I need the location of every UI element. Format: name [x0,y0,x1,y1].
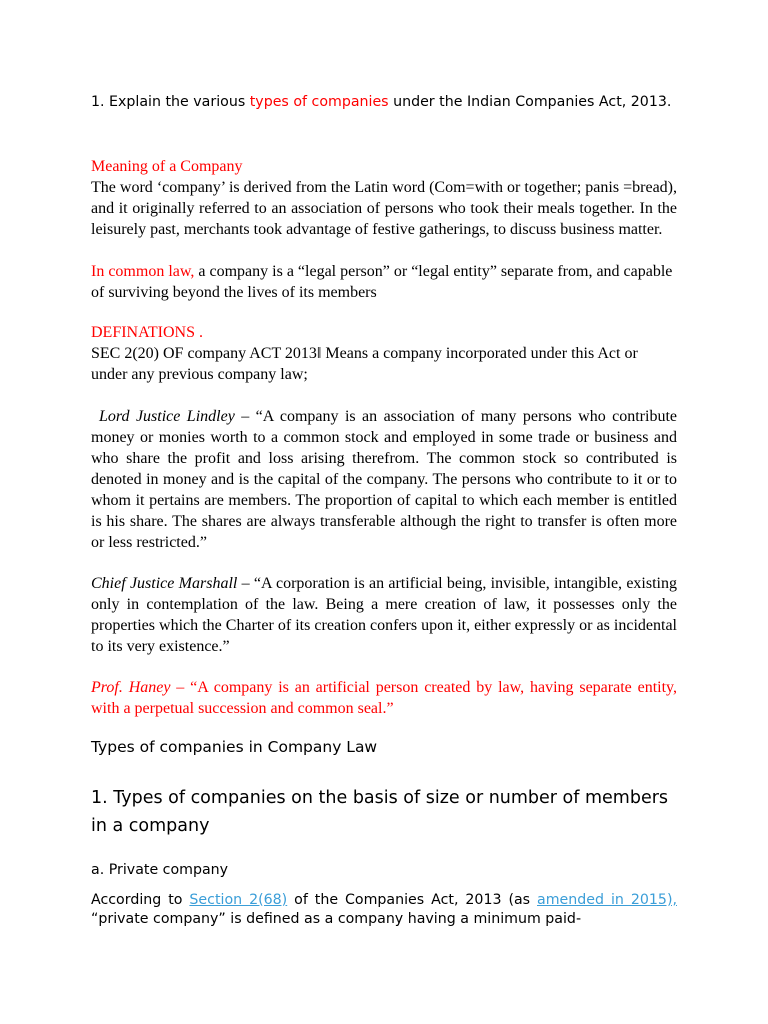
question-1 [91,92,677,113]
lindley-definition [91,406,677,553]
amended-2015-link[interactable]: amended in 2015), [537,892,677,908]
haney-name: Prof. Haney [91,679,171,696]
lindley-name: Lord Justice Lindley [99,408,235,425]
section-definition: SEC 2(20) OF company ACT 2013‖ Means a company incorporated under this Act or under any previous company law; [91,345,638,383]
types-subheading: 1. Types of companies on the basis of size or number of members in a company [91,788,669,836]
marshall-name: Chief Justice Marshall [91,575,238,592]
common-law-label: In common law, [91,263,195,280]
section-2-68-link[interactable]: Section 2(68) [189,892,288,908]
marshall-definition [91,573,677,657]
lindley-text: – “A company is an association of many persons who contribute money or monies worth to a common stock and employed in some trade or business and who share the profit and loss arising therefrom. The common stock so contributed is denoted in money and is the capital of the company. The persons who contribute to it or to whom it pertains are members. The proportion of capital to which each member is entitled is his share. The shares are always transferable although the right to transfer is often more or less restricted.” [91,408,678,551]
common-law-text: a company is a “legal person” or “legal entity” separate from, and capable of surviving beyond the lives of its members [91,263,673,301]
definitions-heading: DEFINATIONS . [91,324,203,341]
meaning-paragraph: The word ‘company’ is derived from the Latin word (Com=with or together; panis =bread), and it originally referred to an association of persons who took their meals together. In the leisurely past, merchants took advantage of festive gatherings, to discuss business matter. [91,179,677,238]
private-mid: of the Companies Act, 2013 (as [287,892,538,908]
private-suffix: “private company” is defined as a company having a minimum paid- [91,911,582,927]
haney-text: – “A company is an artificial person created by law, having separate entity, with a perpetual succession and common seal.” [91,679,677,717]
question-prefix: 1. Explain the various [91,94,250,110]
private-company-heading: a. Private company [91,862,229,878]
question-suffix: under the Indian Companies Act, 2013. [388,94,672,110]
private-company-paragraph [91,891,677,929]
marshall-text: – “A corporation is an artificial being, invisible, intangible, existing only in contemplation of the law. Being a mere creation of law, it possesses only the properties which the Charter of its creation confers upon it, either expressly or as incidental to its very existence.” [91,575,677,655]
meaning-heading: Meaning of a Company [91,158,243,175]
question-highlight: types of companies [249,94,389,110]
types-heading: Types of companies in Company Law [91,738,378,756]
common-law-paragraph [91,261,677,303]
private-prefix: According to [91,892,190,908]
haney-definition [91,677,677,719]
